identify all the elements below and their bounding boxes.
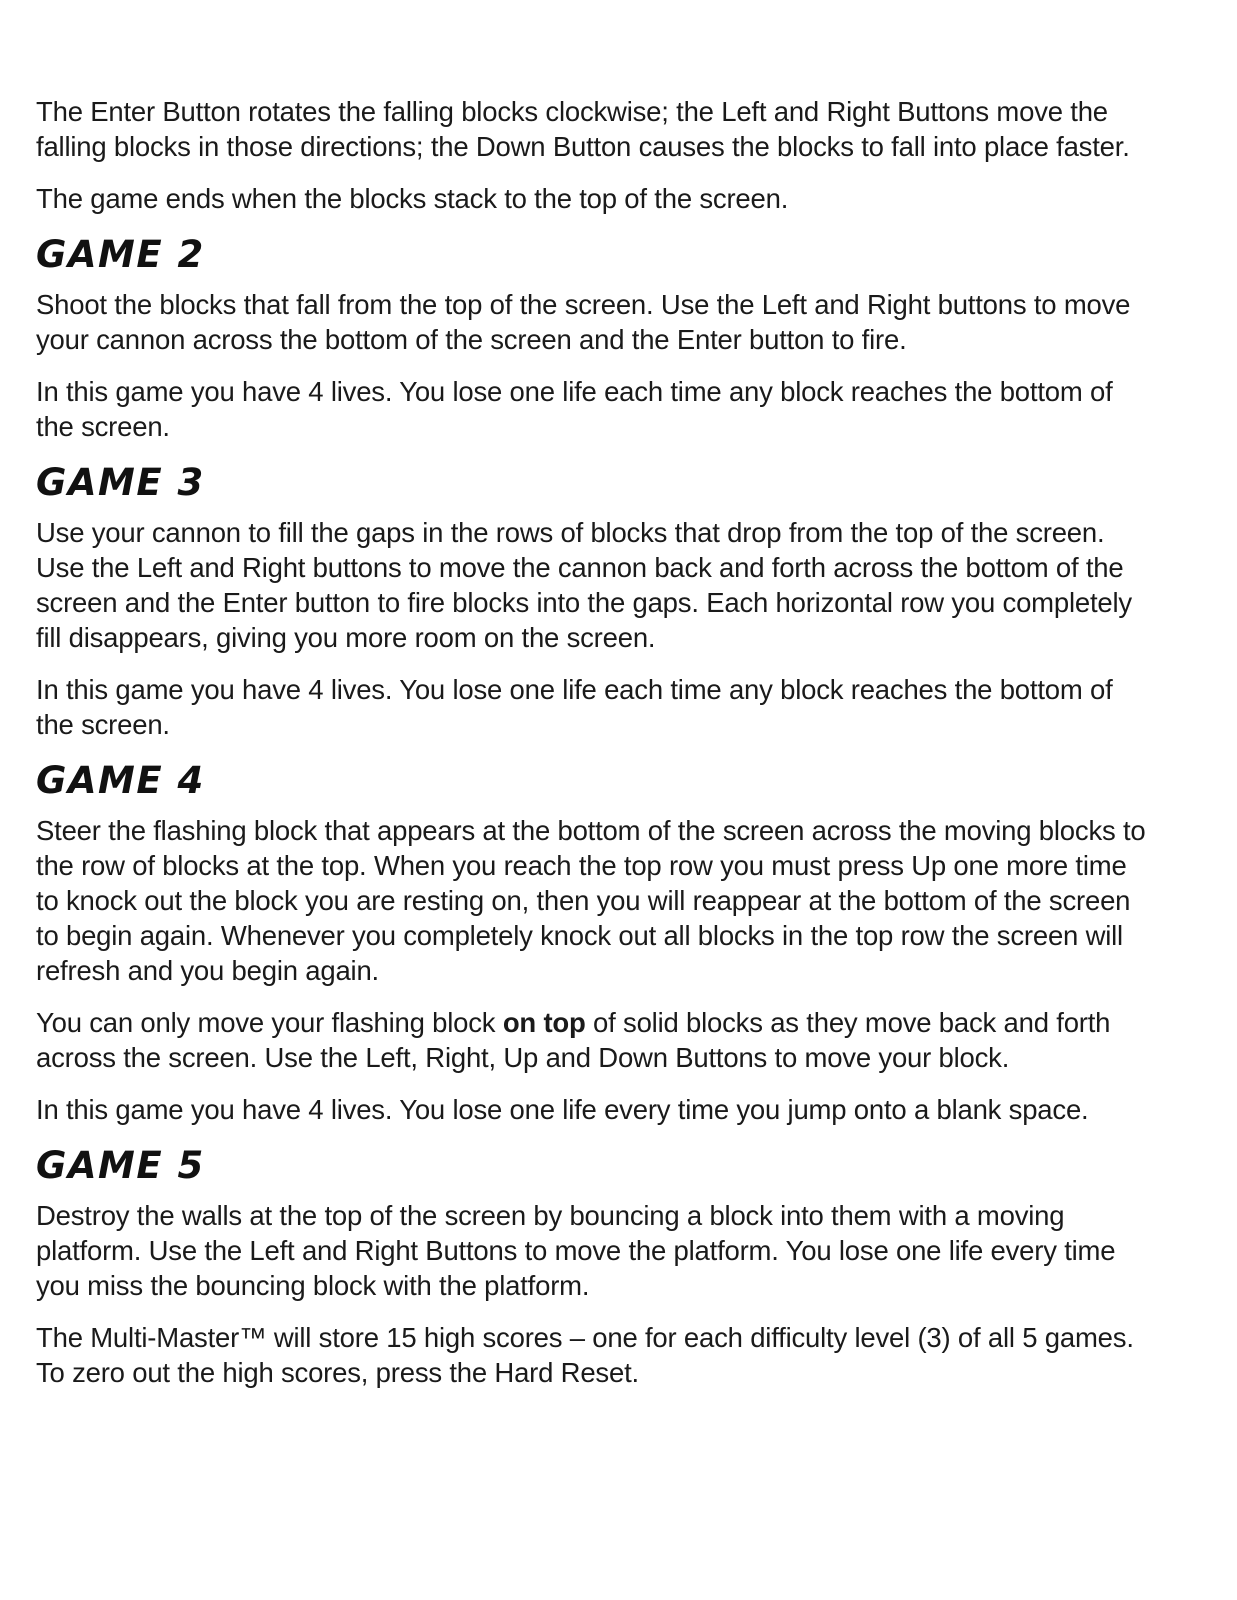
- game3-lives: In this game you have 4 lives. You lose one life each time any block reaches the bottom of the screen.: [36, 674, 1113, 740]
- game5-instructions: Destroy the walls at the top of the screen by bouncing a block into them with a moving platform. Use the Left and Right Buttons to move the platform. You lose one life every time you miss the bouncing block with the platform.: [36, 1200, 1116, 1301]
- game2-lives: In this game you have 4 lives. You lose one life each time any block reaches the bottom of the screen.: [36, 376, 1113, 442]
- game2-instructions: Shoot the blocks that fall from the top of the screen. Use the Left and Right buttons to move your cannon across the bottom of the screen and the Enter button to fire.: [36, 289, 1131, 355]
- intro-game-end-paragraph: The game ends when the blocks stack to the top of the screen.: [36, 183, 789, 214]
- game3-heading: GAME 3: [36, 461, 205, 504]
- high-scores-note: The Multi-Master™ will store 15 high scores – one for each difficulty level (3) of all 5 games. To zero out the high scores, press the Hard Reset.: [36, 1322, 1134, 1388]
- manual-page: [36, 94, 1146, 1407]
- game5-heading: GAME 5: [36, 1144, 205, 1187]
- game4-lives: In this game you have 4 lives. You lose one life every time you jump onto a blank space.: [36, 1094, 1089, 1125]
- game4-movement-emphasis: on top: [502, 1007, 586, 1038]
- game4-movement-end: of solid blocks as they move back and forth across the screen. Use the Left, Right, Up and Down Buttons to move your block.: [36, 1007, 1111, 1073]
- intro-controls-paragraph: The Enter Button rotates the falling blocks clockwise; the Left and Right Buttons move the falling blocks in those directions; the Down Button causes the blocks to fall into place faster.: [36, 96, 1130, 162]
- game4-heading: GAME 4: [36, 759, 205, 802]
- game4-movement-start: You can only move your flashing block: [36, 1007, 503, 1038]
- game2-heading: GAME 2: [36, 233, 205, 276]
- game4-movement: [36, 1005, 1146, 1075]
- game3-instructions: Use your cannon to fill the gaps in the rows of blocks that drop from the top of the screen. Use the Left and Right buttons to move the cannon back and forth across the bottom of the screen and the Enter button to fire blocks into the gaps. Each horizontal row you completely fill disappears, giving you more room on the screen.: [36, 517, 1132, 653]
- game4-instructions: Steer the flashing block that appears at the bottom of the screen across the moving blocks to the row of blocks at the top. When you reach the top row you must press Up one more time to knock out the block you are resting on, then you will reappear at the bottom of the screen to begin again. Whenever you completely knock out all blocks in the top row the screen will refresh and you begin again.: [36, 815, 1146, 986]
